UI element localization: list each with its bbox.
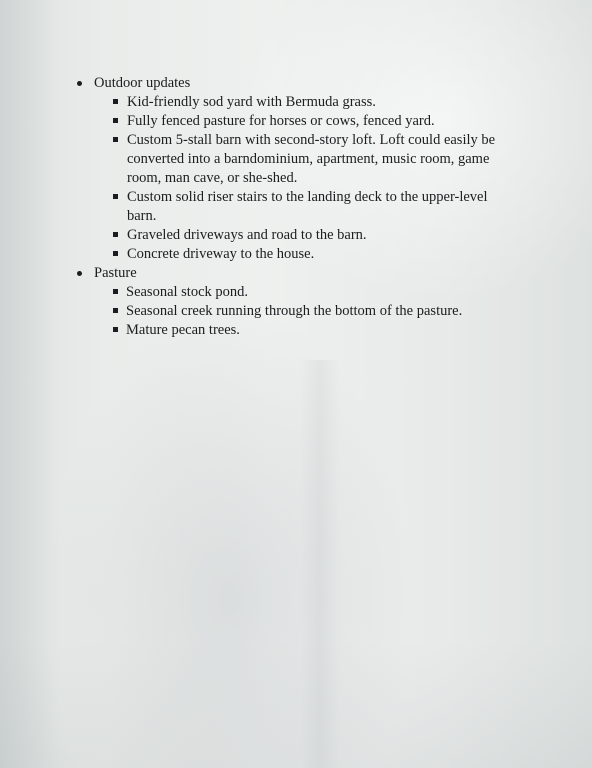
section-pasture xyxy=(0,264,560,340)
list-item-text: Kid-friendly sod yard with Bermuda grass. xyxy=(127,94,376,110)
list-item xyxy=(0,321,518,340)
list-item xyxy=(0,226,519,245)
paper-shadow-bottom xyxy=(0,640,592,768)
list-item-text: Concrete driveway to the house. xyxy=(127,246,315,262)
square-bullet-icon xyxy=(113,232,118,237)
list-item xyxy=(0,93,519,112)
list-item-text: Mature pecan trees. xyxy=(126,322,240,338)
section-title: Outdoor updates xyxy=(94,75,191,91)
section-heading xyxy=(0,74,560,93)
list-item xyxy=(0,283,518,302)
square-bullet-icon xyxy=(113,289,118,294)
round-bullet-icon xyxy=(77,271,82,276)
list-item-text: Custom 5-stall barn with second-story loft. Loft could easily be converted into a barndominium, apartment, music room, game room, man cave, or she-shed. xyxy=(127,132,496,186)
list-item-text: Custom solid riser stairs to the landing deck to the upper-level barn. xyxy=(127,189,488,224)
bullet-outline xyxy=(0,74,560,340)
sub-list xyxy=(0,283,560,340)
list-item-text: Seasonal creek running through the bottom of the pasture. xyxy=(126,303,463,319)
square-bullet-icon xyxy=(113,251,118,256)
list-item-text: Graveled driveways and road to the barn. xyxy=(127,227,367,243)
square-bullet-icon xyxy=(113,308,118,313)
sub-list xyxy=(0,93,560,264)
list-item-text: Fully fenced pasture for horses or cows, fenced yard. xyxy=(127,113,435,129)
square-bullet-icon xyxy=(113,99,118,104)
square-bullet-icon xyxy=(113,137,118,142)
section-heading xyxy=(0,264,560,283)
list-item xyxy=(0,112,519,131)
list-item xyxy=(0,245,519,264)
list-item xyxy=(0,131,519,188)
square-bullet-icon xyxy=(113,327,118,332)
list-item xyxy=(0,302,518,321)
square-bullet-icon xyxy=(113,118,118,123)
paper-fold-shadow xyxy=(300,360,340,768)
section-title: Pasture xyxy=(94,265,137,281)
round-bullet-icon xyxy=(77,81,82,86)
list-item-text: Seasonal stock pond. xyxy=(126,284,249,300)
square-bullet-icon xyxy=(113,194,118,199)
section-outdoor-updates xyxy=(0,74,560,264)
list-item xyxy=(0,188,519,226)
